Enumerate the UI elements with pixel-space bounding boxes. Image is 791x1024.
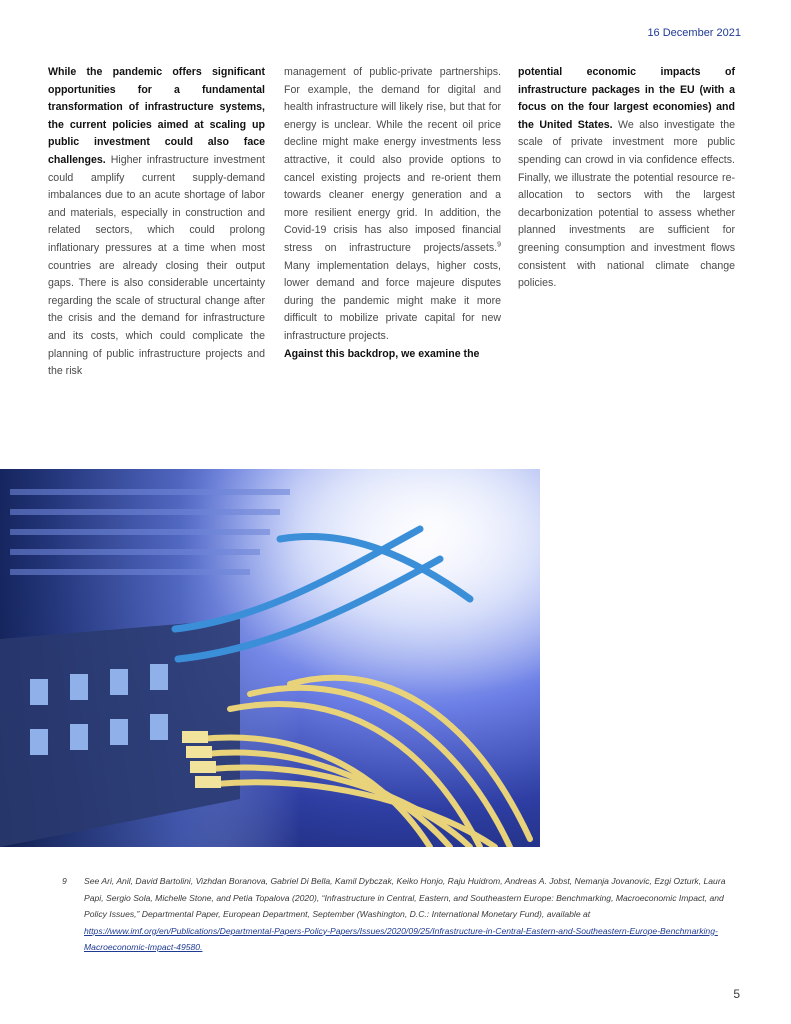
body-text: Many implementation delays, higher costs, lower demand and force majeure disputes during the pandemic might make it more difficult to mobilize private capital for new infrastructure projects. bbox=[284, 259, 501, 342]
footnote-ref: 9 bbox=[497, 241, 501, 249]
network-cables-photo bbox=[0, 469, 540, 847]
text-column-2 bbox=[284, 64, 501, 363]
text-column-3 bbox=[518, 64, 735, 293]
page-number: 5 bbox=[733, 987, 740, 1001]
lead-sentence: Against this backdrop, we examine the bbox=[284, 347, 480, 360]
footnote-number: 9 bbox=[62, 876, 67, 886]
lead-sentence: potential economic impacts of infrastructure packages in the EU (with a focus on the four largest economies) and the United States. bbox=[518, 66, 735, 131]
body-text: management of public-private partnerships. For example, the demand for digital and health infrastructure will likely rise, but that for energy is unclear. While the recent oil price decline might make energy investments less attractive, it could also provide options to cancel existing projects and re-orient them towards cleaner energy generation and a more resilient energy grid. In addition, the Covid-19 crisis has also imposed financial stress on infrastructure projects/assets. bbox=[284, 66, 501, 254]
paragraph bbox=[48, 64, 265, 381]
footnote-link[interactable]: https://www.imf.org/en/Publications/Departmental-Papers-Policy-Papers/Issues/2020/09/25/Infrastructure-in-Central-Eastern-and-Southeastern-Europe-Benchmarking-Macroeconomic-Impact-49580. bbox=[84, 925, 718, 952]
paragraph bbox=[284, 346, 501, 364]
header-date: 16 December 2021 bbox=[647, 27, 741, 39]
paragraph bbox=[518, 64, 735, 293]
body-text: We also investigate the scale of private investment more public spending can crowd in via confidence effects. Finally, we illustrate the potential resource re-allocation to sectors with the largest decarbonization potential to assess whether planned investments are sufficient for greening consumption and investment flows consistent with national climate change policies. bbox=[518, 118, 735, 290]
body-text: Higher infrastructure investment could amplify current supply-demand imbalances due to an acute shortage of labor and materials, especially in construction and related sectors, which could prolong inflationary pressures at a time when most countries are already closing their output gaps. There is also considerable uncertainty regarding the scale of structural change after the crisis and the demand for infrastructure and its costs, which could complicate the planning of public infrastructure projects and the risk bbox=[48, 153, 265, 378]
lead-sentence: While the pandemic offers significant opportunities for a fundamental transformation of infrastructure systems, the current policies aimed at scaling up public investment could also face challenges. bbox=[48, 66, 265, 166]
network-cables-illustration bbox=[0, 469, 540, 847]
footnote-body: See Ari, Anil, David Bartolini, Vizhdan Boranova, Gabriel Di Bella, Kamil Dybczak, Keiko Honjo, Raju Huidrom, Andreas A. Jobst, Nemanja Jovanovic, Ezgi Ozturk, Laura Papi, Sergio Sola, Michelle Stone, and Petia Topalova (2020), “Infrastructure in Central, Eastern, and Southeastern Europe: Benchmarking, Macroeconomic Impact, and Policy Issues,” Departmental Paper, European Department, September (Washington, D.C.: International Monetary Fund), available at bbox=[84, 876, 726, 919]
footnote-text bbox=[84, 873, 732, 956]
text-column-1 bbox=[48, 64, 265, 381]
paragraph bbox=[284, 64, 501, 346]
